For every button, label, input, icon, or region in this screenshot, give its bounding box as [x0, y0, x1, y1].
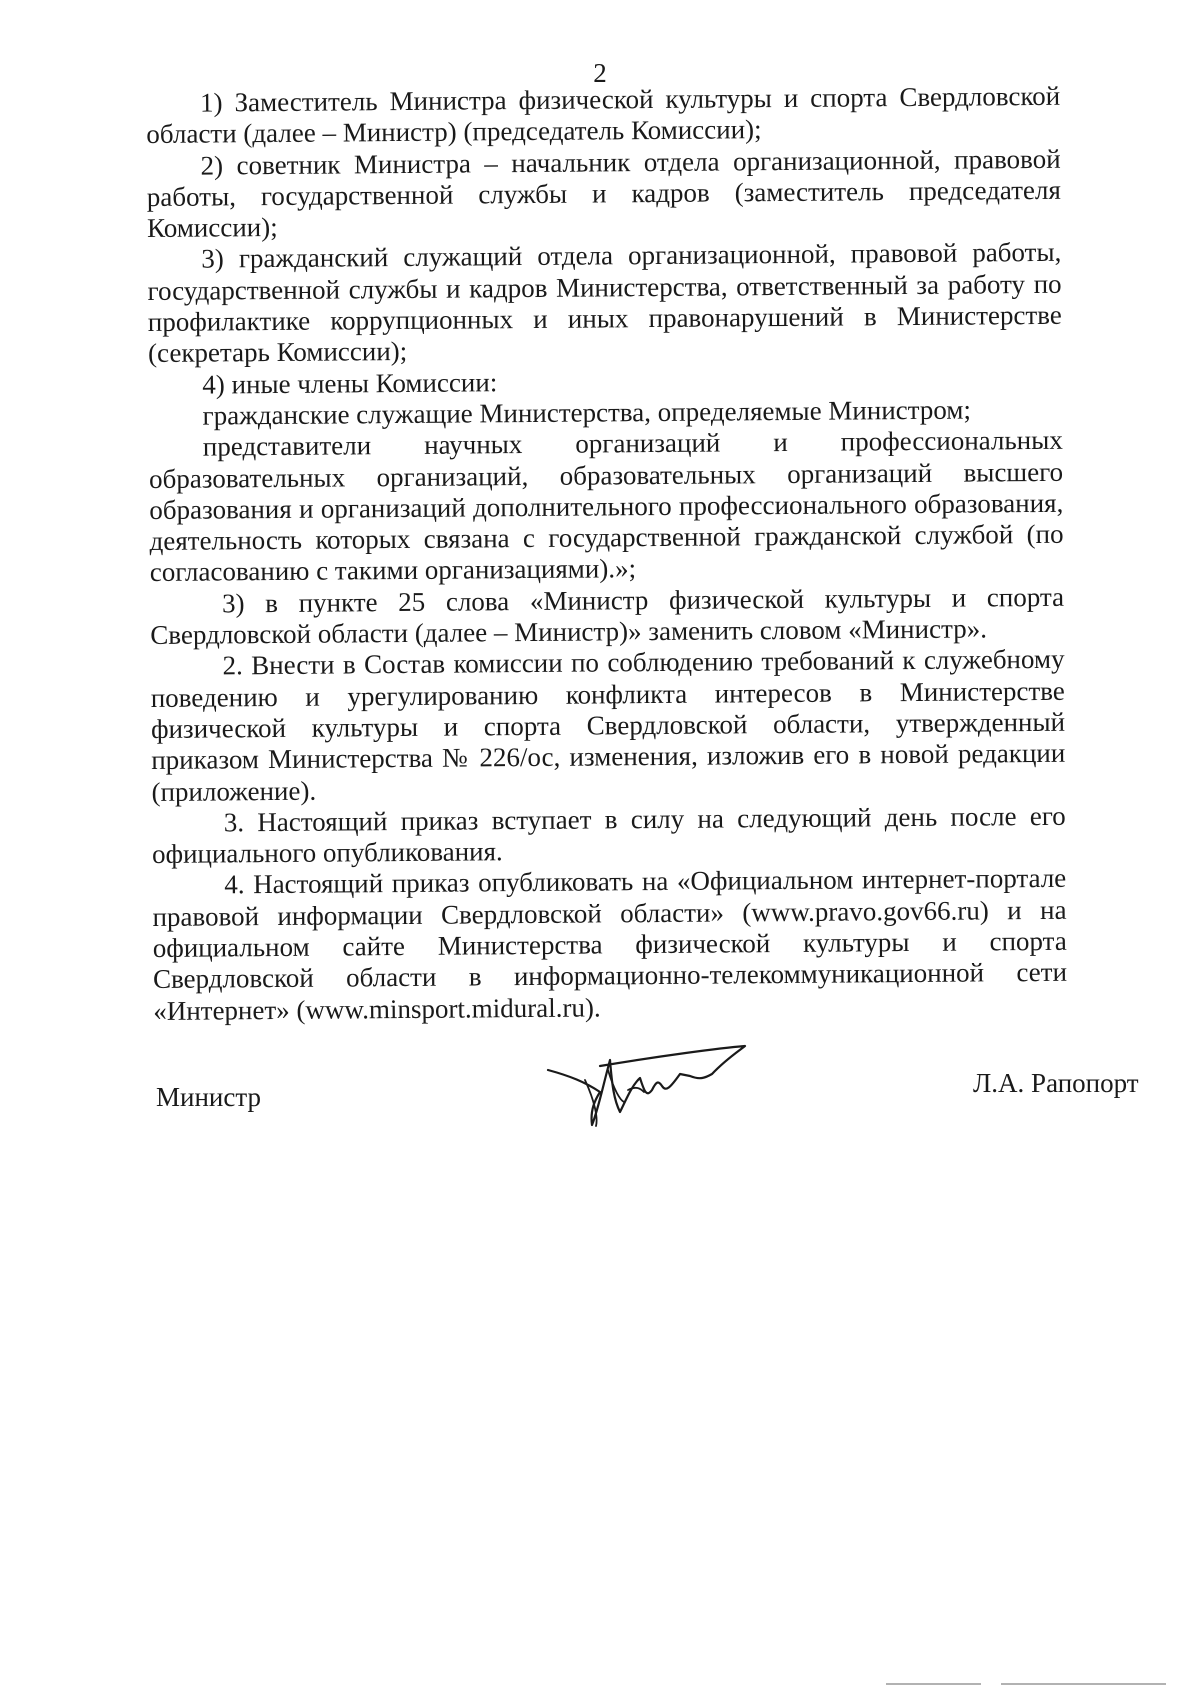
- order-clause-3: 3. Настоящий приказ вступает в силу на следующий день после его официального опубликования.: [151, 800, 1066, 870]
- footer-rule: [886, 1682, 1166, 1686]
- handwritten-signature: [540, 1030, 750, 1130]
- member-subitem-civil-servants: гражданские служащие Министерства, определяемые Министром;: [202, 394, 972, 431]
- amendment-item-3: 3) в пункте 25 слова «Министр физической культуры и спорта Свердловской области (далее – Министр)» заменить словом «Министр».: [150, 581, 1065, 651]
- member-subitem-representatives: представители научных организаций и профессиональных образовательных организаций, образовательных организаций высшего образования и организаций дополнительного профессионального образования, деятельность которых связана с государственной гражданской службой (по согласованию с такими организациями).»;: [148, 425, 1064, 588]
- signatory-title: Министр: [156, 1082, 261, 1112]
- member-item-4: 4) иные члены Комиссии:: [202, 366, 498, 400]
- member-item-1: 1) Заместитель Министра физической культуры и спорта Свердловской области (далее – Министр) (председатель Комиссии);: [146, 80, 1061, 150]
- signatory-name: Л.А. Рапопорт: [973, 1068, 1139, 1098]
- page-number: 2: [593, 58, 607, 88]
- document-body: [146, 81, 1067, 1027]
- member-item-3: 3) гражданский служащий отдела организационной, правовой работы, государственной службы и кадров Министерства, ответственный за работу по профилактике коррупционных и иных правонарушений в Министерстве (секретарь Комиссии);: [147, 237, 1062, 369]
- member-item-2: 2) советник Министра – начальник отдела организационной, правовой работы, государственной службы и кадров (заместитель председателя Комиссии);: [146, 143, 1061, 244]
- order-clause-2: 2. Внести в Состав комиссии по соблюдению требований к служебному поведению и урегулированию конфликта интересов в Министерстве физической культуры и спорта Свердловской области, утвержденный приказом Министерства № 226/ос, изменения, изложив его в новой редакции (приложение).: [150, 644, 1066, 807]
- order-clause-4: 4. Настоящий приказ опубликовать на «Официальном интернет-портале правовой информации Свердловской области» (www.pravo.gov66.ru) и на официальном сайте Министерства физической культуры и спорта Свердловской области в информационно-телекоммуникационной сети «Интернет» (www.minsport.midural.ru).: [152, 863, 1068, 1026]
